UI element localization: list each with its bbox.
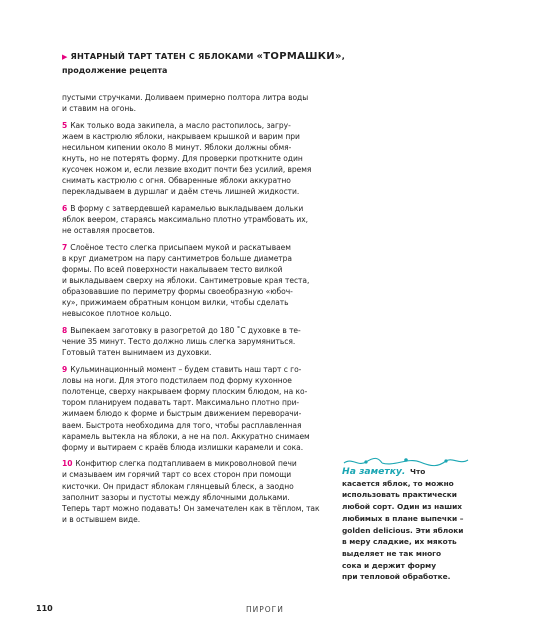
step-paragraph [62,120,328,198]
text-line: ваем. Быстрота необходима для того, чтобы расплавленная [62,420,302,430]
text-line: чение 35 минут. Тесто должно лишь слегка зарумяниться. [62,337,296,347]
text-line: ку», прижимаем обратным концом вилки, чтобы сделать [62,298,289,308]
step-paragraph [62,203,328,236]
note-line: сока и держит форму [342,560,437,570]
note-line: Что [410,467,426,476]
section-name: ПИРОГИ [246,605,284,614]
step-number: 7 [62,242,68,252]
note-title: На заметку. [342,466,406,477]
recipe-title [62,50,382,63]
text-line: заполнит зазоры и пустоты между яблочными дольками. [62,492,290,502]
text-line: невысокое плотное кольцо. [62,309,172,319]
note-line: при тепловой обработке. [342,572,451,582]
text-line: образовавшие по периметру формы своеобразную «юбоч- [62,287,293,297]
recipe-body [62,92,328,531]
text-line: и ставим на огонь. [62,104,136,114]
note-line: golden delicious. Эти яблоки [342,525,464,535]
page-number: 110 [36,604,53,613]
step-paragraph [62,242,328,320]
text-line: и в остывшем виде. [62,514,141,524]
text-line: ловы на ноги. Для этого подстилаем под форму кухонное [62,376,292,386]
note-line: в меру сладкие, их мякоть [342,537,457,547]
step-number: 8 [62,326,68,336]
text-line: и смазываем им горячий тарт со всех сторон при помощи [62,470,292,480]
text-line [62,242,328,253]
text-line: форму и вытираем с краёв блюда излишки карамели и сока. [62,442,304,452]
step-number: 10 [62,459,73,469]
note-text [342,466,470,583]
text-line: Готовый татен вынимаем из духовки. [62,348,212,358]
step-number: 9 [62,365,68,375]
text-line: яблок веером, стараясь максимально плотно утрамбовать их, [62,215,309,225]
step-paragraph [62,325,328,358]
text-line: жаем в кастрюлю яблоки, накрываем крышкой и варим при [62,131,300,141]
text-line: кисточки. Он придаст яблокам глянцевый блеск, а заодно [62,481,294,491]
text-line [62,203,328,214]
note-line: использовать практически [342,490,457,500]
text-line: жимаем блюдо к форме и быстрым движением переворачи- [62,409,302,419]
step-text: В форму с затвердевшей карамелью выкладываем дольки [70,204,304,214]
intro-paragraph [62,92,328,114]
text-line: не оставляя просветов. [62,226,155,236]
text-line: снимать кастрюлю с огня. Обваренные яблоки аккуратно [62,176,291,186]
text-line [62,364,328,375]
step-text: Выпекаем заготовку в разогретой до 180 ˚С духовке в те- [70,326,301,336]
text-line [62,325,328,336]
step-number: 5 [62,120,68,130]
text-line: и выкладываем сверху на яблоки. Сантиметровые края теста, [62,276,310,286]
step-text: Кульминационный момент – будем ставить наш тарт с го- [70,365,302,375]
step-paragraph [62,364,328,453]
note-first-line [342,466,470,478]
text-line: тором планируем подавать тарт. Максимально плотно при- [62,398,300,408]
title-prefix: ЯНТАРНЫЙ ТАРТ ТАТЕН С ЯБЛОКАМИ [70,51,254,61]
recipe-header [62,50,382,77]
text-line: перекладываем в дуршлаг и даём стечь лишней жидкости. [62,187,300,197]
text-line: полотенце, сверху накрываем форму плоским блюдом, на ко- [62,387,308,397]
step-number: 6 [62,204,68,214]
text-line [62,120,328,131]
step-text: Как только вода закипела, а масло растопилось, загру- [70,120,291,130]
note-line: любимых в плане выпечки – [342,513,464,523]
title-suffix: , [341,51,345,61]
recipe-subtitle: продолжение рецепта [62,66,168,75]
note-line: касается яблок, то можно [342,478,454,488]
step-paragraph [62,458,328,525]
text-line: формы. По всей поверхности накалываем тесто вилкой [62,265,283,275]
note-line: любой сорт. Один из наших [342,502,463,512]
text-line [62,458,328,469]
step-text: Конфитюр слегка подтапливаем в микроволновой печи [75,459,297,469]
recipe-steps [62,120,328,525]
triangle-marker-icon: ▶ [62,53,68,61]
text-line: кусочек ножом и, если лезвие входит почти без усилий, время [62,165,312,175]
step-text: Слоёное тесто слегка присыпаем мукой и раскатываем [70,242,291,252]
title-brand: «ТОРМАШКИ» [256,51,342,62]
text-line: Теперь тарт можно подавать! Он замечателен как в тёплом, так [62,503,320,513]
text-line: карамель вытекла на яблоки, а не на пол. Аккуратно снимаем [62,431,310,441]
text-line: в круг диаметром на пару сантиметров больше диаметра [62,254,292,263]
text-line: пустыми стручками. Доливаем примерно полтора литра воды [62,93,309,102]
note-line: выделяет не так много [342,548,442,558]
text-line: несильном кипении около 8 минут. Яблоки должны обмя- [62,142,292,152]
text-line: кнуть, но не потерять форму. Для проверки проткните один [62,154,303,164]
